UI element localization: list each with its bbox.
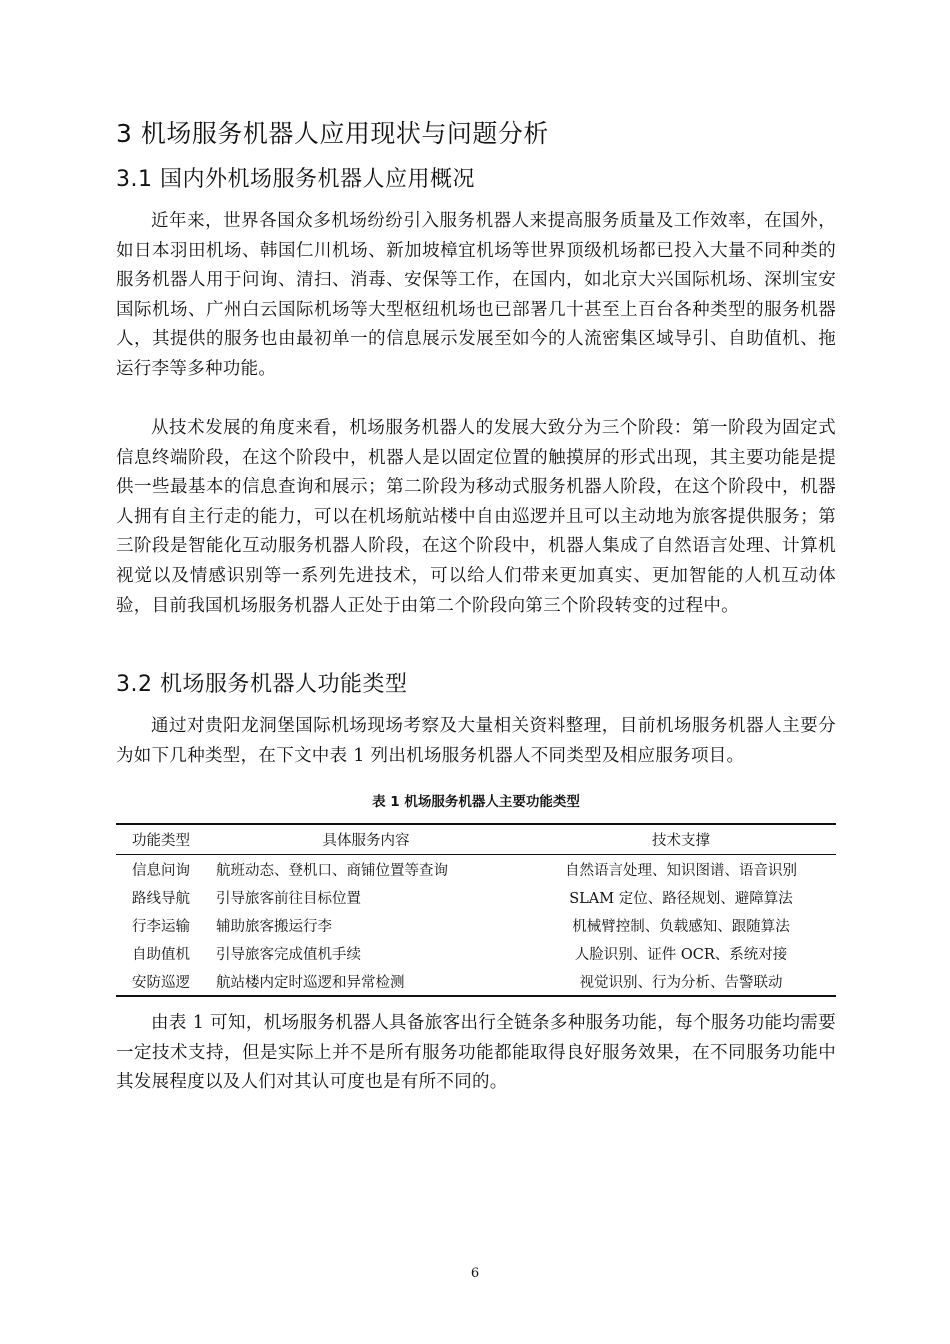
paragraph-overview: 近年来，世界各国众多机场纷纷引入服务机器人来提高服务质量及工作效率，在国外，如日本羽田机场、韩国仁川机场、新加坡樟宜机场等世界顶级机场都已投入大量不同种类的服务机器人用于问询、清扫、消毒、安保等工作，在国内，如北京大兴国际机场、深圳宝安国际机场、广州白云国际机场等大型枢纽机场也已部署几十甚至上百台各种类型的服务机器人，其提供的服务也由最初单一的信息展示发展至如今的人流密集区域导引、自助值机、拖运行李等多种功能。 <box>116 211 836 379</box>
table-cell: 人脸识别、证件 OCR、系统对接 <box>574 946 788 963</box>
table-cell: 辅助旅客搬运行李 <box>216 918 332 935</box>
paragraph-development-stages: 从技术发展的角度来看，机场服务机器人的发展大致分为三个阶段：第一阶段为固定式信息终端阶段，在这个阶段中，机器人是以固定位置的触摸屏的形式出现，其主要功能是提供一些最基本的信息查询和展示；第二阶段为移动式服务机器人阶段，在这个阶段中，机器人拥有自主行走的能力，可以在机场航站楼中自由巡逻并且可以主动地为旅客提供服务；第三阶段是智能化互动服务机器人阶段，在这个阶段中，机器人集成了自然语言处理、计算机视觉以及情感识别等一系列先进技术，可以给人们带来更加真实、更加智能的人机互动体验，目前我国机场服务机器人正处于由第二个阶段向第三个阶段转变的过程中。 <box>116 418 836 616</box>
table-cell: 安防巡逻 <box>132 974 190 991</box>
table-caption: 表 1 机场服务机器人主要功能类型 <box>372 794 580 810</box>
table-row <box>116 911 836 939</box>
table-cell: 引导旅客完成值机手续 <box>216 946 361 963</box>
page-number: 6 <box>470 1266 480 1281</box>
section-title-3-2: 3.2 机场服务机器人功能类型 <box>116 672 408 697</box>
table-header-cell: 功能类型 <box>132 833 190 849</box>
table-cell: 视觉识别、行为分析、告警联动 <box>579 974 783 991</box>
table-row <box>116 855 836 884</box>
table-cell: 路线导航 <box>132 890 190 907</box>
table-row <box>116 967 836 996</box>
table-cell: 行李运输 <box>132 918 190 935</box>
table-cell: 航站楼内定时巡逻和异常检测 <box>216 974 405 991</box>
table-cell: 信息问询 <box>132 862 190 879</box>
paragraph-table-summary: 由表 1 可知，机场服务机器人具备旅客出行全链条多种服务功能，每个服务功能均需要一定技术支持，但是实际上并不是所有服务功能都能取得良好服务效果，在不同服务功能中其发展程度以及人们对其认可度也是有所不同的。 <box>116 1013 836 1093</box>
table-cell: 机械臂控制、负载感知、跟随算法 <box>572 918 790 935</box>
chapter-title: 3 机场服务机器人应用现状与问题分析 <box>116 119 549 148</box>
table-row <box>116 883 836 911</box>
table-cell: 自然语言处理、知识图谱、语音识别 <box>565 862 797 879</box>
table-cell: 自助值机 <box>132 946 190 963</box>
table-row <box>116 939 836 967</box>
table-cell: 引导旅客前往目标位置 <box>216 890 361 907</box>
table-header-row <box>116 824 836 855</box>
table-cell: 航班动态、登机口、商铺位置等查询 <box>216 862 448 879</box>
table-header-cell: 具体服务内容 <box>322 833 410 849</box>
table-cell: SLAM 定位、路径规划、避障算法 <box>569 890 793 907</box>
function-types-table <box>116 823 836 997</box>
section-title-3-1: 3.1 国内外机场服务机器人应用概况 <box>116 167 475 192</box>
paragraph-function-types-intro: 通过对贵阳龙洞堡国际机场现场考察及大量相关资料整理，目前机场服务机器人主要分为如下几种类型，在下文中表 1 列出机场服务机器人不同类型及相应服务项目。 <box>116 716 836 766</box>
table-header-cell: 技术支撑 <box>652 833 710 849</box>
